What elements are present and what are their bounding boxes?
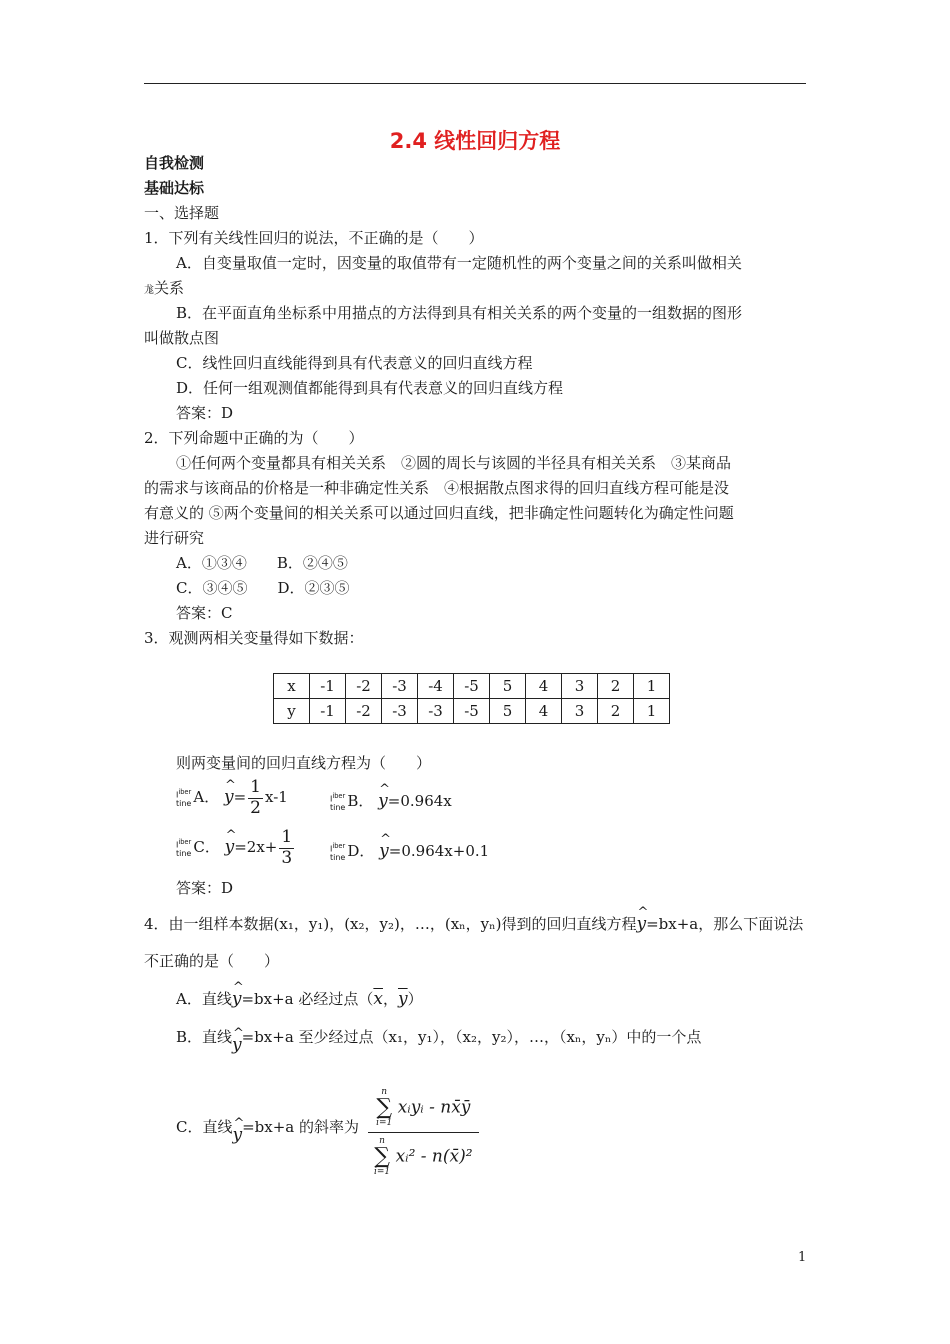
question-4-option-c: C．直线^ y=bx+a 的斜率为 [176,1116,359,1137]
question-1-option-a-cont: 尨关系 [144,279,185,297]
y-hat: ^ y [232,989,242,1009]
question-2-options-cd: C．③④⑤ D．②③⑤ [176,579,350,597]
question-2-answer: 答案：C [176,604,233,622]
table-cell: -5 [454,674,490,699]
table-cell: -3 [418,699,454,724]
table-cell: -3 [382,699,418,724]
table-cell: -1 [310,674,346,699]
sigma-icon: n ∑ i=1 [376,1087,393,1128]
question-1-option-b: B．在平面直角坐标系中用描点的方法得到具有相关关系的两个变量的一组数据的图形 [176,304,743,322]
question-4-option-b: B．直线^ y=bx+a 至少经过点（x₁，y₁），（x₂，y₂），…，（xₙ，yₙ）中的一个点 [176,1026,701,1047]
fraction-half: $\frac{1}{2}$ [250,777,261,818]
y-hat: ^ y [232,1035,242,1055]
question-2-line-2: 的需求与该商品的价格是一种非确定性关系 ④根据散点图求得的回归直线方程可能是没 [144,479,730,497]
slope-denominator: n ∑ i=1 xᵢ² - n(x̄)² [374,1136,473,1177]
field-mark-icon: $I^{iber}$ tine [330,792,346,812]
table-row-y [274,699,670,724]
question-1-option-a: A．自变量取值一定时，因变量的取值带有一定随机性的两个变量之间的关系叫做相关 [176,254,742,272]
table-cell: 1 [634,674,670,699]
question-3-option-b: $I^{iber}$ tine B． ^ y=0.964x [330,790,452,812]
table-cell: y [274,699,310,724]
table-cell: x [274,674,310,699]
table-cell: -5 [454,699,490,724]
slope-formula [368,1088,479,1177]
question-4-stem-cont: 不正确的是（ ） [144,952,280,970]
fraction-third: $\frac{1}{3}$ [281,827,293,868]
question-4-stem: 4．由一组样本数据(x₁，y₁)，(x₂，y₂)，…，(xₙ，yₙ)得到的回归直线方程^ y=bx+a，那么下面说法 [144,913,803,934]
part-heading: 一、选择题 [144,204,220,222]
question-2-options-ab: A．①③④ B．②④⑤ [176,554,348,572]
table-cell: 3 [562,674,598,699]
field-mark-icon: $I^{iber}$ tine [176,838,192,858]
table-cell: -1 [310,699,346,724]
question-1-option-c: C．线性回归直线能得到具有代表意义的回归直线方程 [176,354,533,372]
subsection-heading: 基础达标 [144,179,205,197]
question-1-option-d: D．任何一组观测值都能得到具有代表意义的回归直线方程 [176,379,564,397]
question-3-stem: 3．观测两相关变量得如下数据： [144,629,364,647]
table-cell: 5 [490,699,526,724]
question-2-stem: 2．下列命题中正确的为（ ） [144,429,364,447]
table-cell: 3 [562,699,598,724]
page-title: 2.4 线性回归方程 [389,129,561,153]
question-1-stem: 1．下列有关线性回归的说法，不正确的是（ ） [144,229,484,247]
table-cell: -2 [346,699,382,724]
question-1-answer: 答案：D [176,404,234,422]
data-table [273,673,670,724]
page-number: 1 [798,1250,807,1265]
question-3-answer: 答案：D [176,879,234,897]
table-cell: 2 [598,699,634,724]
question-3-option-c: $I^{iber}$ tine C． ^ y=2x+ $\frac{1}{3}$ [176,828,296,868]
y-hat: ^ y [637,914,647,934]
y-hat: ^ y [378,791,388,811]
question-3-ask: 则两变量间的回归直线方程为（ ） [176,754,432,772]
question-3-option-d: $I^{iber}$ tine D． ^ y=0.964x+0.1 [330,840,489,862]
header-rule [144,83,806,84]
sigma-icon: n ∑ i=1 [374,1136,391,1177]
table-cell: -2 [346,674,382,699]
question-4-option-a: A．直线^ y=bx+a 必经过点（$\overline{x}$，$\overline{y}$） [176,988,423,1009]
table-cell: 4 [526,674,562,699]
question-2-line-3: 有意义的 ⑤两个变量间的相关关系可以通过回归直线，把非确定性问题转化为确定性问题 [144,504,734,522]
y-hat: ^ y [232,1125,242,1145]
y-hat: ^ y [224,787,234,807]
table-cell: 5 [490,674,526,699]
field-mark-icon: $I^{iber}$ tine [330,842,346,862]
question-3-option-a: $I^{iber}$ tine A． ^ y= $\frac{1}{2}$ x-1 [176,778,288,818]
table-row-x [274,674,670,699]
table-cell: 4 [526,699,562,724]
slope-numerator: n ∑ i=1 xᵢyᵢ - nx̄ȳ [368,1088,479,1133]
field-mark-icon: $I^{iber}$ tine [176,788,192,808]
y-hat: ^ y [379,841,389,861]
table-cell: -4 [418,674,454,699]
table-cell: 2 [598,674,634,699]
table-cell: 1 [634,699,670,724]
table-cell: -3 [382,674,418,699]
question-1-option-b-cont: 叫做散点图 [144,329,220,347]
question-2-line-1: ①任何两个变量都具有相关关系 ②圆的周长与该圆的半径具有相关关系 ③某商品 [176,454,732,472]
section-heading: 自我检测 [144,154,205,172]
question-2-line-4: 进行研究 [144,529,205,547]
y-hat: ^ y [225,837,235,857]
